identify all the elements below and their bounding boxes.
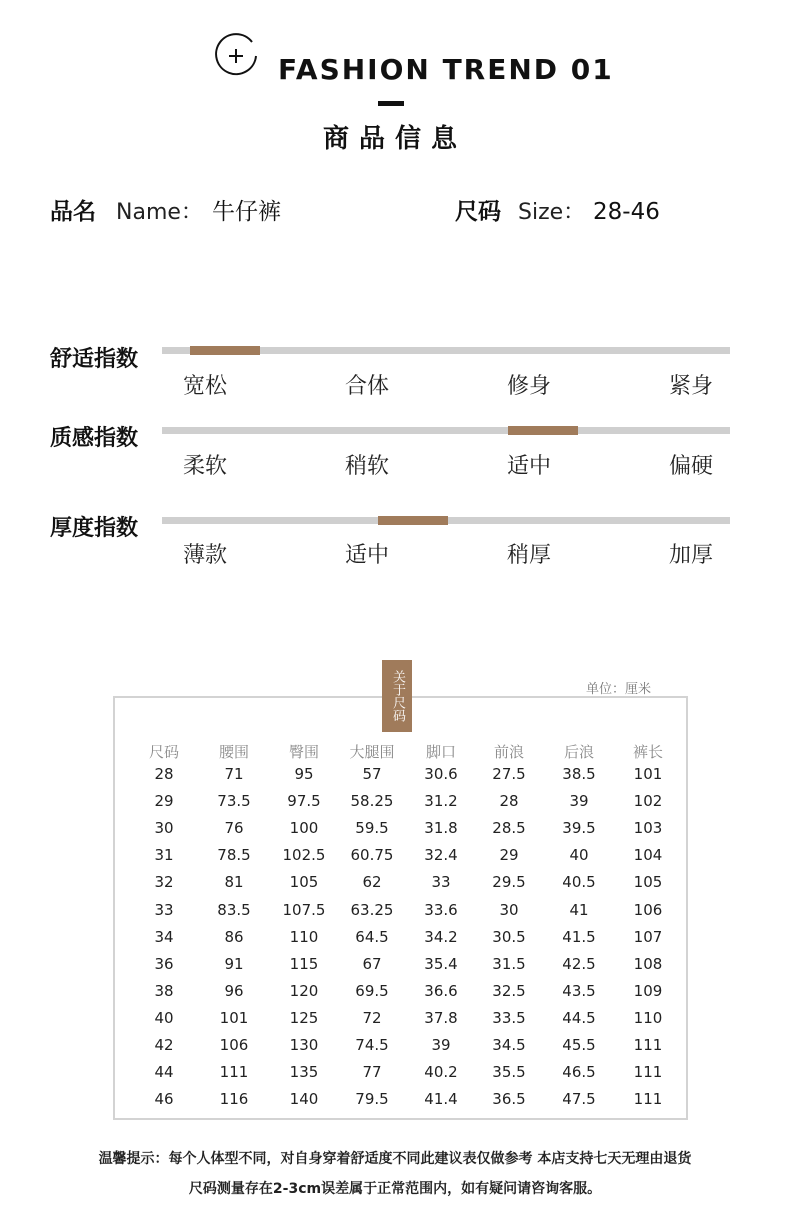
table-cell: 47.5 [562,1090,596,1108]
table-cell: 76 [224,819,244,837]
index-label: 厚度指数 [50,516,139,541]
table-cell: 29 [499,846,519,864]
table-cell: 111 [219,1063,249,1081]
table-cell: 63.25 [350,901,394,919]
index-option: 柔软 [182,454,227,479]
index-marker [190,346,260,355]
index-label: 质感指数 [50,426,139,451]
unit-label: 单位：厘米 [586,682,652,697]
size-label: 尺码 [455,199,501,225]
table-cell: 44 [154,1063,174,1081]
size-value: 28-46 [593,199,660,225]
table-cell: 60.75 [350,846,394,864]
table-cell: 32.5 [492,982,526,1000]
table-cell: 102.5 [282,846,326,864]
table-cell: 140 [289,1090,319,1108]
size-table-tag: 关于尺码 [382,660,412,732]
index-marker [508,426,578,435]
table-cell: 73.5 [217,792,251,810]
table-cell: 34.2 [424,928,458,946]
table-cell: 69.5 [355,982,389,1000]
table-cell: 40 [154,1009,174,1027]
table-header-cell: 臀围 [288,743,319,761]
footer-notice-1: 温馨提示：每个人体型不同，对自身穿着舒适度不同此建议表仅做参考 本店支持七天无理由退货 [98,1151,692,1167]
table-cell: 111 [633,1036,663,1054]
table-cell: 101 [633,765,663,783]
table-cell: 44.5 [562,1009,596,1027]
table-cell: 78.5 [217,846,251,864]
table-cell: 103 [633,819,663,837]
table-cell: 111 [633,1063,663,1081]
index-option: 适中 [344,543,389,568]
table-cell: 74.5 [355,1036,389,1054]
index-option: 稍厚 [506,543,551,568]
table-cell: 40.5 [562,873,596,891]
footer-notice-2: 尺码测量存在2-3cm误差属于正常范围内，如有疑问请咨询客服。 [188,1181,602,1197]
table-cell: 39 [569,792,589,810]
table-cell: 77 [362,1063,382,1081]
table-cell: 30 [154,819,174,837]
name-value: 牛仔裤 [212,199,281,225]
table-cell: 38.5 [562,765,596,783]
table-cell: 109 [633,982,663,1000]
section-title: 商品信息 [322,124,467,154]
table-cell: 100 [289,819,319,837]
table-cell: 115 [289,955,319,973]
index-track [162,427,730,434]
table-cell: 125 [289,1009,319,1027]
table-cell: 106 [219,1036,249,1054]
table-cell: 33 [154,901,174,919]
table-cell: 31 [154,846,174,864]
table-cell: 81 [224,873,244,891]
table-cell: 110 [633,1009,663,1027]
table-cell: 95 [294,765,314,783]
name-label: 品名 [50,199,96,225]
table-cell: 62 [362,873,382,891]
table-cell: 28 [154,765,174,783]
table-cell: 135 [289,1063,319,1081]
table-cell: 28 [499,792,519,810]
index-option: 稍软 [344,454,389,479]
table-cell: 37.8 [424,1009,458,1027]
table-cell: 43.5 [562,982,596,1000]
table-cell: 35.5 [492,1063,526,1081]
table-cell: 105 [289,873,319,891]
table-cell: 31.2 [424,792,458,810]
title-divider [378,101,404,106]
table-cell: 40 [569,846,589,864]
table-cell: 102 [633,792,663,810]
table-cell: 57 [362,765,382,783]
table-cell: 101 [219,1009,249,1027]
table-cell: 72 [362,1009,382,1027]
table-cell: 28.5 [492,819,526,837]
index-option: 宽松 [182,374,227,399]
table-cell: 29.5 [492,873,526,891]
table-header-cell: 后浪 [563,743,594,761]
table-cell: 91 [224,955,244,973]
table-cell: 36.6 [424,982,458,1000]
table-cell: 27.5 [492,765,526,783]
table-cell: 45.5 [562,1036,596,1054]
table-cell: 83.5 [217,901,251,919]
table-cell: 58.25 [350,792,394,810]
table-cell: 36.5 [492,1090,526,1108]
table-cell: 33.6 [424,901,458,919]
table-cell: 130 [289,1036,319,1054]
table-cell: 108 [633,955,663,973]
table-header-cell: 大腿围 [349,743,395,761]
table-header-cell: 脚口 [425,743,456,761]
table-cell: 32.4 [424,846,458,864]
table-cell: 42 [154,1036,174,1054]
brand-title: FASHION TREND 01 [278,53,614,86]
table-cell: 41 [569,901,589,919]
table-cell: 39.5 [562,819,596,837]
table-cell: 107.5 [282,901,326,919]
table-cell: 29 [154,792,174,810]
table-cell: 116 [219,1090,249,1108]
table-cell: 46.5 [562,1063,596,1081]
table-cell: 67 [362,955,382,973]
table-header-cell: 腰围 [218,743,249,761]
table-cell: 40.2 [424,1063,458,1081]
index-option: 加厚 [668,543,713,568]
table-cell: 31.5 [492,955,526,973]
table-cell: 59.5 [355,819,389,837]
table-cell: 38 [154,982,174,1000]
table-cell: 120 [289,982,319,1000]
table-cell: 110 [289,928,319,946]
size-label-en: Size： [518,200,586,225]
table-cell: 34.5 [492,1036,526,1054]
index-label: 舒适指数 [50,347,139,372]
table-cell: 30 [499,901,519,919]
table-cell: 32 [154,873,174,891]
table-cell: 86 [224,928,244,946]
table-cell: 97.5 [287,792,321,810]
table-cell: 105 [633,873,663,891]
table-cell: 35.4 [424,955,458,973]
index-option: 合体 [344,374,389,399]
table-cell: 34 [154,928,174,946]
table-cell: 30.5 [492,928,526,946]
table-cell: 71 [224,765,244,783]
table-cell: 33 [431,873,451,891]
table-cell: 106 [633,901,663,919]
table-cell: 31.8 [424,819,458,837]
index-option: 紧身 [668,374,713,399]
table-cell: 42.5 [562,955,596,973]
table-cell: 96 [224,982,244,1000]
name-label-en: Name： [116,200,203,225]
table-cell: 39 [431,1036,451,1054]
table-cell: 64.5 [355,928,389,946]
index-option: 偏硬 [668,454,713,479]
plus-circle-icon [212,32,260,80]
index-option: 修身 [506,374,551,399]
table-cell: 33.5 [492,1009,526,1027]
index-marker [378,516,448,525]
table-cell: 36 [154,955,174,973]
index-option: 适中 [506,454,551,479]
table-cell: 104 [633,846,663,864]
table-header-cell: 尺码 [148,743,179,761]
table-cell: 46 [154,1090,174,1108]
index-option: 薄款 [182,543,227,568]
table-header-cell: 前浪 [493,743,524,761]
table-cell: 111 [633,1090,663,1108]
table-cell: 41.4 [424,1090,458,1108]
table-header-cell: 裤长 [632,743,663,761]
table-cell: 79.5 [355,1090,389,1108]
table-cell: 41.5 [562,928,596,946]
table-cell: 107 [633,928,663,946]
table-cell: 30.6 [424,765,458,783]
